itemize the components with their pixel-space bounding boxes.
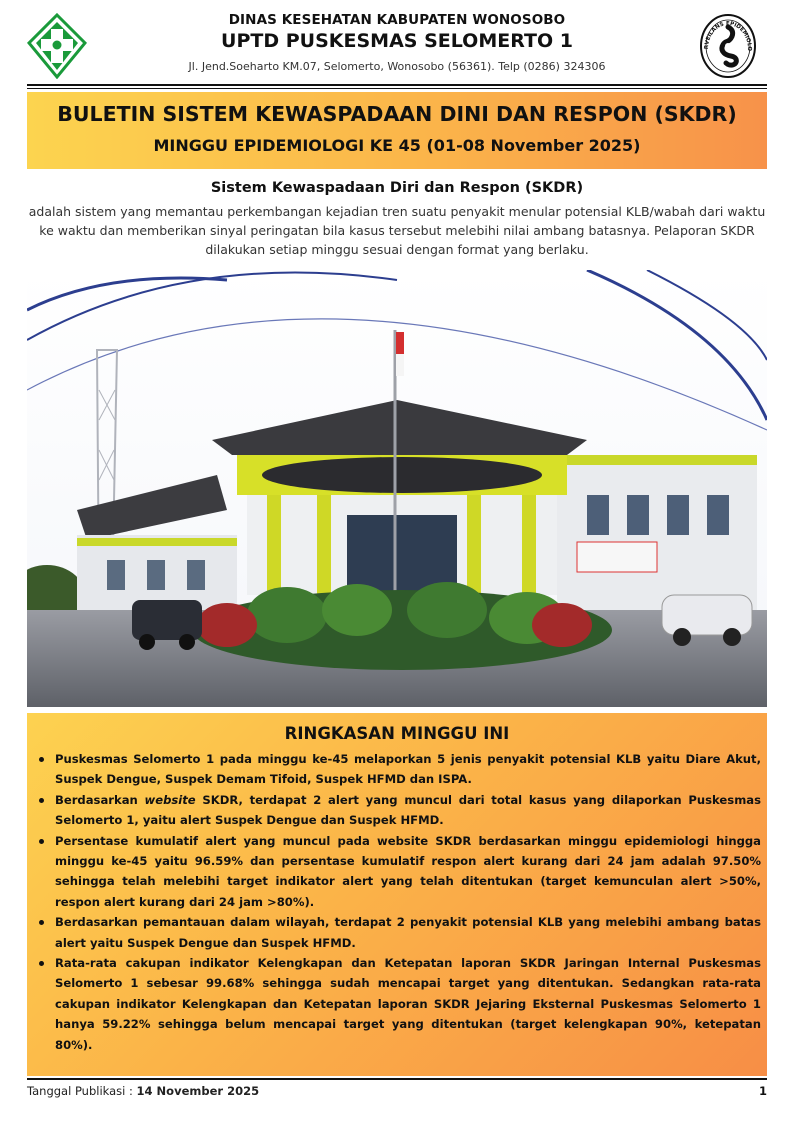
bulletin-week: MINGGU EPIDEMIOLOGI KE 45 (01-08 November 2025) xyxy=(153,136,641,155)
list-item-emphasis: website xyxy=(144,792,196,807)
list-item: Rata-rata cakupan indikator Kelengkapan dan Ketepatan laporan SKDR Jaringan Internal Puskesmas Selomerto 1 sebesar 99.68% sehingga sudah mencapai target yang ditentukan. Sedangkan rata-rata cakupan indikator Kelengkapan dan Ketepatan laporan SKDR Jejaring Eksternal Puskesmas Selomerto 1 hanya 59.22% sehingga belum mencapai target yang ditentukan (target kelengkapan 90%, ketepatan 80%). xyxy=(55,953,761,1055)
institution-address: Jl. Jend.Soeharto KM.07, Selomerto, Wonosobo (56361). Telp (0286) 324306 xyxy=(188,60,606,73)
puskesmas-logo-icon xyxy=(27,13,87,79)
header-rule-thin xyxy=(27,88,767,89)
page-number: 1 xyxy=(758,1084,767,1098)
summary-list xyxy=(55,749,761,1055)
footer-rule xyxy=(27,1078,767,1080)
bulletin-title: BULETIN SISTEM KEWASPADAAN DINI DAN RESPON (SKDR) xyxy=(57,102,737,126)
surveilans-epidemiologi-logo-icon xyxy=(698,13,758,79)
list-item-text: Berdasarkan xyxy=(55,792,145,807)
publication-date xyxy=(27,1084,259,1098)
intro-paragraph: adalah sistem yang memantau perkembangan kejadian tren suatu penyakit menular potensial KLB/wabah dari waktu ke waktu dan memberikan sinyal peringatan bila kasus tersebut melebihi nilai ambang batasnya. Pelaporan SKDR dilakukan setiap minggu sesuai dengan format yang berlaku. xyxy=(28,204,766,257)
list-item-text: SKDR, terdapat 2 alert yang muncul dari total kasus yang dilaporkan Puskesmas Selomerto 1, yaitu alert Suspek Dengue dan Suspek HFMD. xyxy=(55,792,761,828)
weekly-summary-box xyxy=(27,713,767,1076)
intro-heading: Sistem Kewaspadaan Diri dan Respon (SKDR) xyxy=(210,180,584,196)
puskesmas-building-photo xyxy=(27,270,767,707)
publication-date-label: Tanggal Publikasi : xyxy=(27,1084,137,1098)
institution-name: UPTD PUSKESMAS SELOMERTO 1 xyxy=(221,30,573,52)
letterhead xyxy=(0,0,794,86)
list-item: Berdasarkan pemantauan dalam wilayah, terdapat 2 penyakit potensial KLB yang melebihi ambang batas alert yaitu Suspek Dengue dan Suspek HFMD. xyxy=(55,912,761,953)
list-item: Puskesmas Selomerto 1 pada minggu ke-45 melaporkan 5 jenis penyakit potensial KLB yaitu Diare Akut, Suspek Dengue, Suspek Demam Tifoid, Suspek HFMD dan ISPA. xyxy=(55,749,761,790)
publication-date-value: 14 November 2025 xyxy=(136,1084,260,1098)
list-item: Persentase kumulatif alert yang muncul pada website SKDR berdasarkan minggu epidemiologi hingga minggu ke-45 yaitu 96.59% dan persentase kumulatif respon alert kurang dari 24 jam adalah 97.50% sehingga telah melebihi target indikator alert yang telah ditentukan (target kemunculan alert >50%, respon alert kurang dari 24 jam >80%). xyxy=(55,831,761,913)
svg-text:SURVEILANS EPIDEMIOLOGI: RVEILANS EPIDEMIOLO xyxy=(703,20,753,52)
agency-name: DINAS KESEHATAN KABUPATEN WONOSOBO xyxy=(228,12,566,28)
summary-heading: RINGKASAN MINGGU INI xyxy=(284,724,510,743)
header-rule xyxy=(27,84,767,86)
list-item xyxy=(55,790,761,831)
bulletin-title-banner xyxy=(27,92,767,169)
